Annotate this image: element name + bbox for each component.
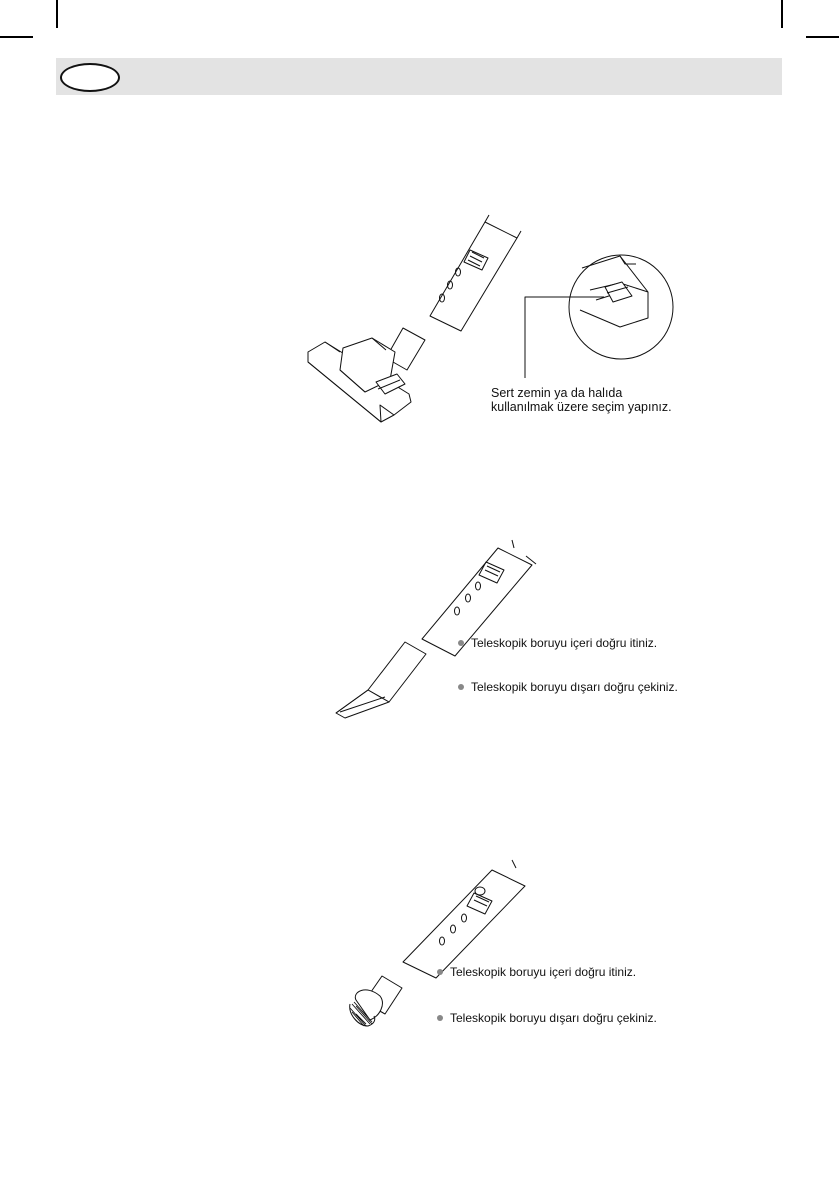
- bullet-dot: [437, 969, 443, 975]
- bullet-text: Teleskopik boruyu dışarı doğru çekiniz.: [471, 680, 678, 694]
- callout-line-2: kullanılmak üzere seçim yapınız.: [491, 400, 672, 414]
- telescopic-tube-3: [403, 860, 525, 978]
- brush-bullet-pull: [437, 1011, 657, 1025]
- bullet-dot: [437, 1015, 443, 1021]
- bullet-text: Teleskopik boruyu dışarı doğru çekiniz.: [450, 1011, 657, 1025]
- callout-line-1: Sert zemin ya da halıda: [491, 386, 623, 400]
- bullet-text: Teleskopik boruyu içeri doğru itiniz.: [450, 965, 637, 979]
- brush-bullet-push: [437, 965, 636, 979]
- dust-brush: [350, 976, 402, 1026]
- bullet-text: Teleskopik boruyu içeri doğru itiniz.: [471, 636, 658, 650]
